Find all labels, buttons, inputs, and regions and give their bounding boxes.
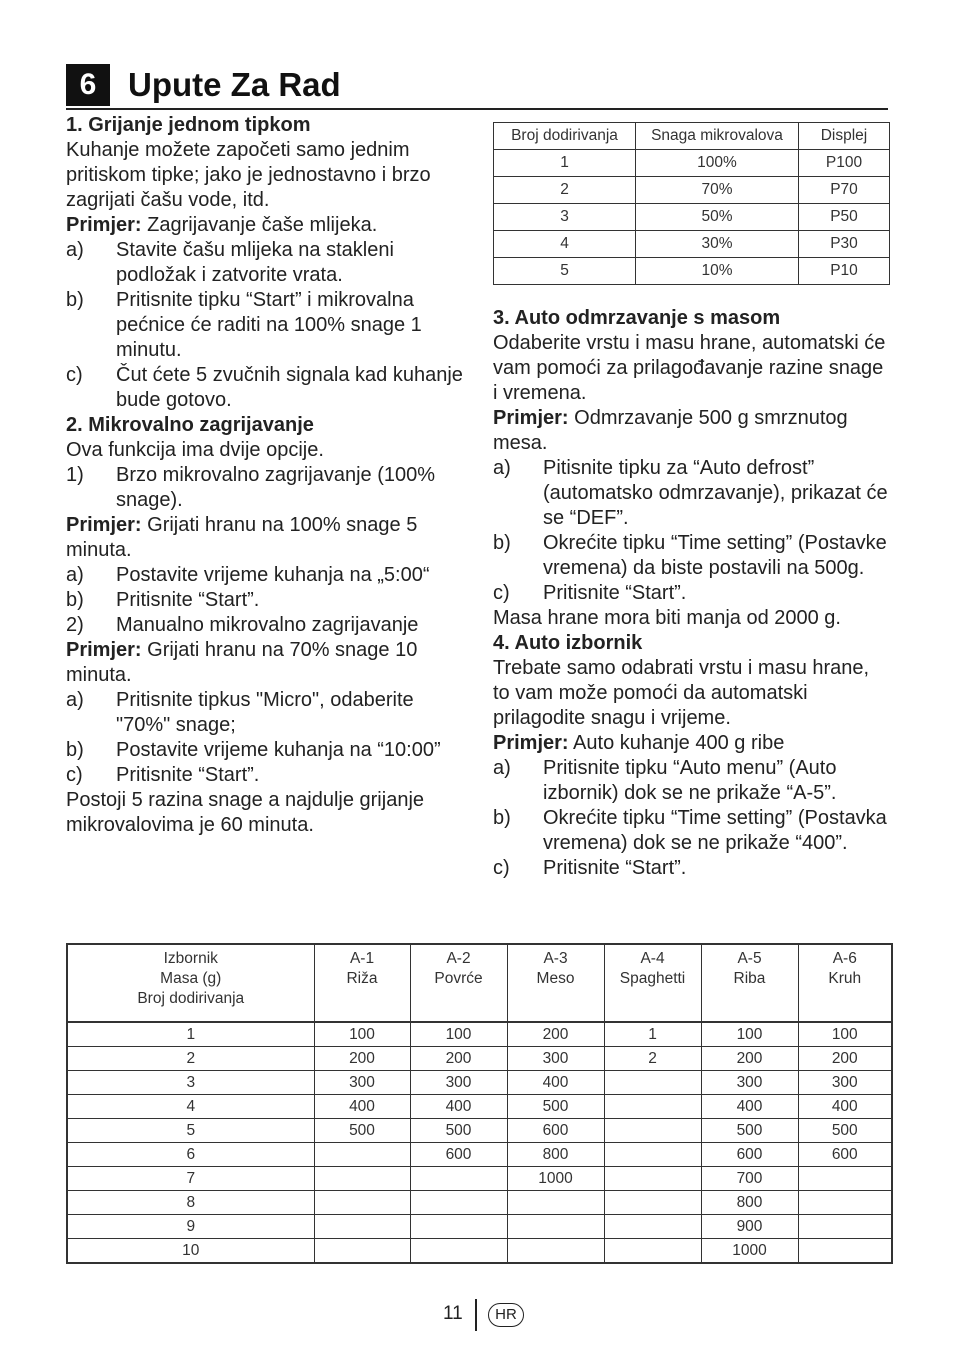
table-cell <box>604 1095 701 1119</box>
step-label: b) <box>66 289 84 311</box>
table-cell: 100 <box>314 1022 410 1047</box>
section-2-example-1 <box>66 513 471 563</box>
table-cell <box>798 1167 892 1191</box>
option-label: 1) <box>66 464 84 486</box>
table-cell: 500 <box>410 1119 507 1143</box>
table-cell: 1000 <box>507 1167 604 1191</box>
table-row <box>67 1191 892 1215</box>
header-line: Riba <box>733 970 766 987</box>
table-cell: 400 <box>798 1095 892 1119</box>
table-cell: 100% <box>636 150 799 177</box>
page-number: 11 <box>443 1303 463 1324</box>
example-text: Grijati hranu na 70% snage 10 minuta. <box>66 639 418 686</box>
section-2-body: Ova funkcija ima dvije opcije. <box>66 439 324 461</box>
table-row <box>67 1167 892 1191</box>
table-cell: 4 <box>494 231 636 258</box>
table-cell: 400 <box>314 1095 410 1119</box>
section-1-steps <box>66 238 471 413</box>
table-cell: 400 <box>410 1095 507 1119</box>
page-title: Upute Za Rad <box>128 66 341 103</box>
table-cell: P50 <box>799 204 890 231</box>
step-item <box>66 763 471 788</box>
table-cell: 50% <box>636 204 799 231</box>
section-2-example-1-steps <box>66 563 471 613</box>
step-text: Pritisnite “Start”. <box>116 764 260 786</box>
section-2-title: 2. Mikrovalno zagrijavanje <box>66 414 314 436</box>
table-cell: 800 <box>507 1143 604 1167</box>
table-cell: 500 <box>314 1119 410 1143</box>
example-text: Zagrijavanje čaše mlijeka. <box>141 214 378 236</box>
language-badge: HR <box>488 1303 524 1327</box>
example-label: Primjer: <box>493 407 569 429</box>
table-cell: 30% <box>636 231 799 258</box>
step-item <box>493 581 889 606</box>
step-label: a) <box>493 757 511 779</box>
header-cell <box>314 944 410 1022</box>
table-cell <box>410 1239 507 1264</box>
table-cell <box>604 1215 701 1239</box>
right-column <box>493 306 889 881</box>
table-cell <box>798 1215 892 1239</box>
example-label: Primjer: <box>66 514 142 536</box>
header-line: Meso <box>536 970 575 987</box>
step-item <box>66 238 471 288</box>
table-cell <box>604 1191 701 1215</box>
step-text: Čut ćete 5 zvučnih signala kad kuhanje bude gotovo. <box>116 364 463 411</box>
step-text: Pritisnite “Start”. <box>116 589 260 611</box>
table-cell: 200 <box>507 1022 604 1047</box>
table-cell: 500 <box>507 1095 604 1119</box>
step-item <box>493 456 889 531</box>
power-table-header <box>494 123 890 150</box>
table-cell: 300 <box>314 1071 410 1095</box>
table-cell <box>410 1215 507 1239</box>
table-cell: 900 <box>701 1215 798 1239</box>
step-text: Postavite vrijeme kuhanja na “10:00” <box>116 739 441 761</box>
table-cell: 3 <box>494 204 636 231</box>
table-row <box>67 1215 892 1239</box>
step-item <box>493 856 889 881</box>
chapter-header <box>66 62 888 110</box>
table-cell: 8 <box>67 1191 314 1215</box>
option-text: Manualno mikrovalno zagrijavanje <box>116 614 419 636</box>
section-2-option-2 <box>66 613 471 638</box>
step-text: Pitisnite tipku za “Auto defrost” (automatsko odmrzavanje), prikazat će se “DEF”. <box>543 457 888 529</box>
example-text: Grijati hranu na 100% snage 5 minuta. <box>66 514 418 561</box>
table-row <box>494 204 890 231</box>
table-cell: 1 <box>67 1022 314 1047</box>
section-1-title: 1. Grijanje jednom tipkom <box>66 114 311 136</box>
table-row <box>67 1047 892 1071</box>
table-cell <box>314 1143 410 1167</box>
table-cell: 600 <box>507 1119 604 1143</box>
table-cell: 400 <box>701 1095 798 1119</box>
table-cell: 200 <box>798 1047 892 1071</box>
table-cell: P10 <box>799 258 890 285</box>
step-item <box>66 588 471 613</box>
section-1-body: Kuhanje možete započeti samo jednim pritiskom tipke; jako je jednostavno i brzo zagrijati čašu vode, itd. <box>66 139 431 211</box>
option-label: 2) <box>66 614 84 636</box>
table-cell <box>507 1191 604 1215</box>
table-cell: 300 <box>701 1071 798 1095</box>
table-cell <box>798 1239 892 1264</box>
table-cell: 10 <box>67 1239 314 1264</box>
step-text: Pritisnite tipku “Auto menu” (Auto izbornik) dok se ne prikaže “A-5”. <box>543 757 837 804</box>
header-line: Kruh <box>828 970 862 987</box>
table-cell: 2 <box>67 1047 314 1071</box>
table-row <box>67 1095 892 1119</box>
header-line: Povrće <box>434 970 483 987</box>
footer-divider <box>475 1299 477 1331</box>
step-label: b) <box>66 739 84 761</box>
option-text: Brzo mikrovalno zagrijavanje (100% snage). <box>116 464 436 511</box>
header-cell <box>798 944 892 1022</box>
example-label: Primjer: <box>66 214 142 236</box>
header-cell: Snaga mikrovalova <box>636 123 799 150</box>
table-cell <box>410 1167 507 1191</box>
table-cell: 600 <box>410 1143 507 1167</box>
header-cell <box>507 944 604 1022</box>
table-cell: 3 <box>67 1071 314 1095</box>
table-cell: 1 <box>494 150 636 177</box>
step-text: Pritisnite “Start”. <box>543 582 687 604</box>
section-4-body: Trebate samo odabrati vrstu i masu hrane, to vam može pomoći da automatski prilagodite snagu i vrijeme. <box>493 657 870 729</box>
table-cell: 1000 <box>701 1239 798 1264</box>
table-cell: 2 <box>494 177 636 204</box>
table-cell <box>507 1239 604 1264</box>
table-cell: P70 <box>799 177 890 204</box>
header-line: Izbornik <box>163 950 218 967</box>
table-cell: 1 <box>604 1022 701 1047</box>
step-label: c) <box>493 857 510 879</box>
table-row <box>67 1119 892 1143</box>
table-row <box>67 1071 892 1095</box>
header-line: A-1 <box>349 950 375 967</box>
table-cell: 300 <box>410 1071 507 1095</box>
step-label: a) <box>66 689 84 711</box>
header-line: Broj dodirivanja <box>137 990 245 1007</box>
section-3-body: Odaberite vrstu i masu hrane, automatski će vam pomoći za prilagođavanje razine snage i vremena. <box>493 332 886 404</box>
section-4-steps <box>493 756 889 881</box>
step-item <box>493 756 889 806</box>
section-2-example-2-steps <box>66 688 471 788</box>
header-line: A-6 <box>832 950 857 967</box>
table-cell <box>507 1215 604 1239</box>
table-row <box>67 1143 892 1167</box>
table-cell: 7 <box>67 1167 314 1191</box>
step-label: c) <box>493 582 510 604</box>
left-column <box>66 113 471 838</box>
step-label: b) <box>493 807 511 829</box>
table-cell: 9 <box>67 1215 314 1239</box>
step-label: c) <box>66 364 83 386</box>
example-label: Primjer: <box>66 639 142 661</box>
table-row <box>67 1022 892 1047</box>
auto-menu-table <box>66 943 893 1264</box>
section-2-example-2 <box>66 638 471 688</box>
header-line: A-2 <box>446 950 471 967</box>
table-cell <box>604 1143 701 1167</box>
step-text: Pritisnite “Start”. <box>543 857 687 879</box>
section-2-note: Postoji 5 razina snage a najdulje grijanje mikrovalovima je 60 minuta. <box>66 789 425 836</box>
table-cell <box>410 1191 507 1215</box>
table-cell <box>314 1239 410 1264</box>
section-4-title: 4. Auto izbornik <box>493 632 643 654</box>
table-cell <box>604 1119 701 1143</box>
table-cell <box>604 1071 701 1095</box>
table-row <box>67 1239 892 1264</box>
table-row <box>494 150 890 177</box>
step-label: b) <box>66 589 84 611</box>
table-cell <box>314 1191 410 1215</box>
step-item <box>66 738 471 763</box>
header-cell <box>604 944 701 1022</box>
table-cell: 200 <box>314 1047 410 1071</box>
table-cell: 5 <box>494 258 636 285</box>
header-line: A-3 <box>543 950 568 967</box>
step-label: a) <box>493 457 511 479</box>
table-cell: 10% <box>636 258 799 285</box>
table-cell: 500 <box>798 1119 892 1143</box>
table-row <box>494 231 890 258</box>
example-label: Primjer: <box>493 732 569 754</box>
table-cell: 100 <box>410 1022 507 1047</box>
header-line: A-4 <box>640 950 665 967</box>
table-cell: 100 <box>798 1022 892 1047</box>
step-text: Pritisnite tipkus "Micro", odaberite "70%" snage; <box>116 689 414 736</box>
step-item <box>66 363 471 413</box>
table-cell <box>604 1239 701 1264</box>
table-cell: 200 <box>701 1047 798 1071</box>
table-cell: 600 <box>701 1143 798 1167</box>
table-cell <box>604 1167 701 1191</box>
step-text: Okrećite tipku “Time setting” (Postavka vremena) dok se ne prikaže “400”. <box>543 807 887 854</box>
table-cell <box>314 1215 410 1239</box>
step-item <box>66 563 471 588</box>
menu-table-body <box>67 1022 892 1263</box>
table-cell: 5 <box>67 1119 314 1143</box>
table-cell: P30 <box>799 231 890 258</box>
step-item <box>66 288 471 363</box>
header-cell <box>410 944 507 1022</box>
header-cell <box>701 944 798 1022</box>
header-cell: Broj dodirivanja <box>494 123 636 150</box>
table-cell: 700 <box>701 1167 798 1191</box>
section-3-example <box>493 406 889 456</box>
power-table-body <box>494 150 890 285</box>
step-text: Postavite vrijeme kuhanja na „5:00“ <box>116 564 430 586</box>
table-cell: 600 <box>798 1143 892 1167</box>
step-item <box>493 531 889 581</box>
step-text: Okrećite tipku “Time setting” (Postavke vremena) da biste postavili na 500g. <box>543 532 887 579</box>
table-cell: 100 <box>701 1022 798 1047</box>
step-label: c) <box>66 764 83 786</box>
table-cell: 70% <box>636 177 799 204</box>
table-cell: 300 <box>507 1047 604 1071</box>
table-cell: 300 <box>798 1071 892 1095</box>
section-4-example <box>493 731 889 756</box>
header-cell: Displej <box>799 123 890 150</box>
section-3-title: 3. Auto odmrzavanje s masom <box>493 307 781 329</box>
section-2-option-1 <box>66 463 471 513</box>
table-cell: 500 <box>701 1119 798 1143</box>
table-row <box>494 177 890 204</box>
table-cell <box>314 1167 410 1191</box>
section-1-example <box>66 213 471 238</box>
step-label: b) <box>493 532 511 554</box>
header-line: Riža <box>346 970 378 987</box>
example-text: Auto kuhanje 400 g ribe <box>568 732 785 754</box>
step-label: a) <box>66 564 84 586</box>
chapter-number: 6 <box>66 64 110 106</box>
header-line: Masa (g) <box>160 970 222 987</box>
step-text: Pritisnite tipku “Start” i mikrovalna pećnice će raditi na 100% snage 1 minutu. <box>116 289 422 361</box>
table-cell: P100 <box>799 150 890 177</box>
menu-table-header <box>67 944 892 1022</box>
section-3-steps <box>493 456 889 606</box>
table-cell: 400 <box>507 1071 604 1095</box>
step-item <box>493 806 889 856</box>
power-level-table <box>493 122 890 285</box>
header-line: Spaghetti <box>619 970 686 987</box>
step-item <box>66 688 471 738</box>
table-cell <box>798 1191 892 1215</box>
table-row <box>494 258 890 285</box>
header-line: A-5 <box>737 950 762 967</box>
example-text: Odmrzavanje 500 g smrznutog mesa. <box>493 407 848 454</box>
header-cell <box>67 944 314 1022</box>
table-cell: 6 <box>67 1143 314 1167</box>
table-cell: 800 <box>701 1191 798 1215</box>
table-cell: 4 <box>67 1095 314 1119</box>
step-label: a) <box>66 239 84 261</box>
table-cell: 2 <box>604 1047 701 1071</box>
table-cell: 200 <box>410 1047 507 1071</box>
step-text: Stavite čašu mlijeka na stakleni podložak i zatvorite vrata. <box>116 239 394 286</box>
section-3-note: Masa hrane mora biti manja od 2000 g. <box>493 607 841 629</box>
